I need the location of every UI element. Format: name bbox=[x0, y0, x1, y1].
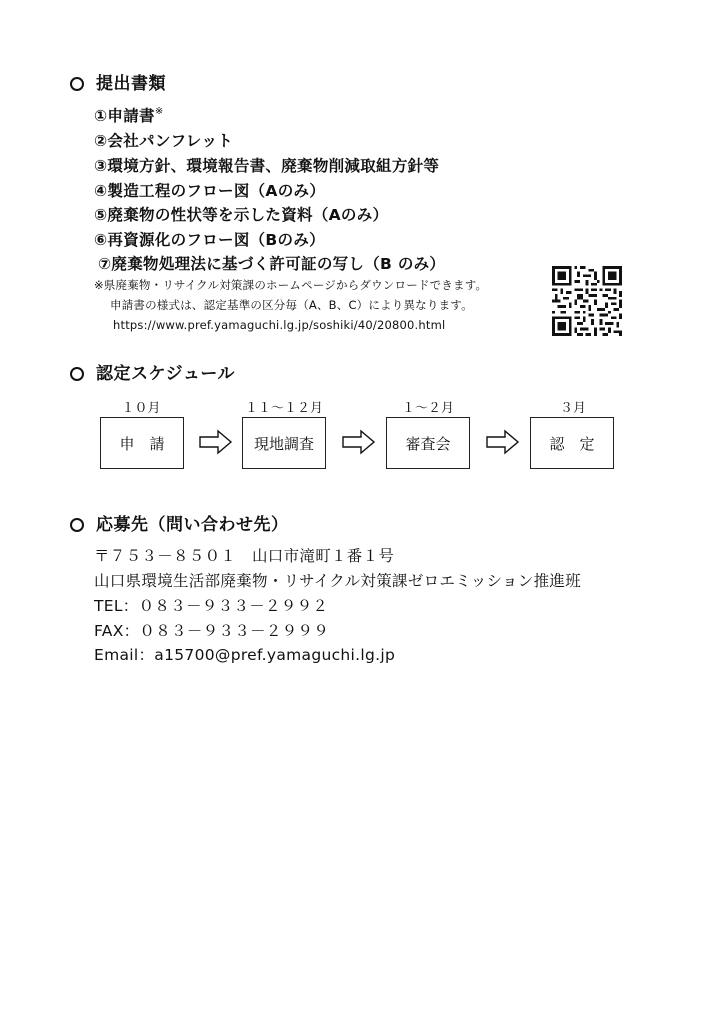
document-item-3: ③環境方針、環境報告書、廃棄物削減取組方針等 bbox=[94, 157, 440, 175]
schedule-step-application: 申 請 bbox=[100, 417, 184, 469]
schedule-month-1: １０月 bbox=[121, 401, 161, 416]
section-heading-documents: 提出書類 bbox=[70, 69, 166, 94]
contact-department: 山口県環境生活部廃棄物・リサイクル対策課ゼロエミッション推進班 bbox=[94, 572, 582, 590]
right-arrow-icon bbox=[342, 429, 376, 455]
right-arrow-icon bbox=[486, 429, 520, 455]
document-item-5: ⑤廃棄物の性状等を示した資料（Aのみ） bbox=[94, 206, 389, 224]
circle-bullet-icon bbox=[70, 77, 84, 91]
schedule-month-4: ３月 bbox=[559, 401, 586, 416]
form-note: 申請書の様式は、認定基準の区分毎（A、B、C）により異なります。 bbox=[110, 298, 473, 312]
section-heading-schedule: 認定スケジュール bbox=[70, 359, 235, 384]
note-mark: ※ bbox=[154, 106, 164, 117]
section-heading-contact: 応募先（問い合わせ先） bbox=[70, 510, 289, 535]
schedule-month-2: １１～１２月 bbox=[244, 401, 323, 416]
qr-code-icon bbox=[552, 266, 622, 336]
circle-bullet-icon bbox=[70, 367, 84, 381]
document-item-6: ⑥再資源化のフロー図（Bのみ） bbox=[94, 231, 325, 249]
url-link[interactable]: https://www.pref.yamaguchi.lg.jp/soshiki/40/20800.html bbox=[113, 318, 446, 332]
contact-email[interactable]: Email：a15700@pref.yamaguchi.lg.jp bbox=[94, 646, 396, 664]
document-item-2: ②会社パンフレット bbox=[94, 132, 234, 150]
document-item-1: ①申請書※ bbox=[94, 106, 164, 125]
download-note: ※県廃棄物・リサイクル対策課のホームページからダウンロードできます。 bbox=[94, 278, 488, 292]
document-item-7: ⑦廃棄物処理法に基づく許可証の写し（B のみ） bbox=[98, 255, 446, 273]
schedule-step-site-survey: 現地調査 bbox=[242, 417, 326, 469]
contact-fax: FAX：０８３－９３３－２９９９ bbox=[94, 622, 330, 640]
schedule-step-review: 審査会 bbox=[386, 417, 470, 469]
circle-bullet-icon bbox=[70, 518, 84, 532]
right-arrow-icon bbox=[199, 429, 233, 455]
contact-address: 〒７５３－８５０１ 山口市滝町１番１号 bbox=[94, 547, 395, 565]
schedule-step-certification: 認 定 bbox=[530, 417, 614, 469]
document-item-4: ④製造工程のフロー図（Aのみ） bbox=[94, 182, 326, 200]
contact-tel: TEL：０８３－９３３－２９９２ bbox=[94, 597, 329, 615]
schedule-month-3: １～２月 bbox=[401, 401, 454, 416]
